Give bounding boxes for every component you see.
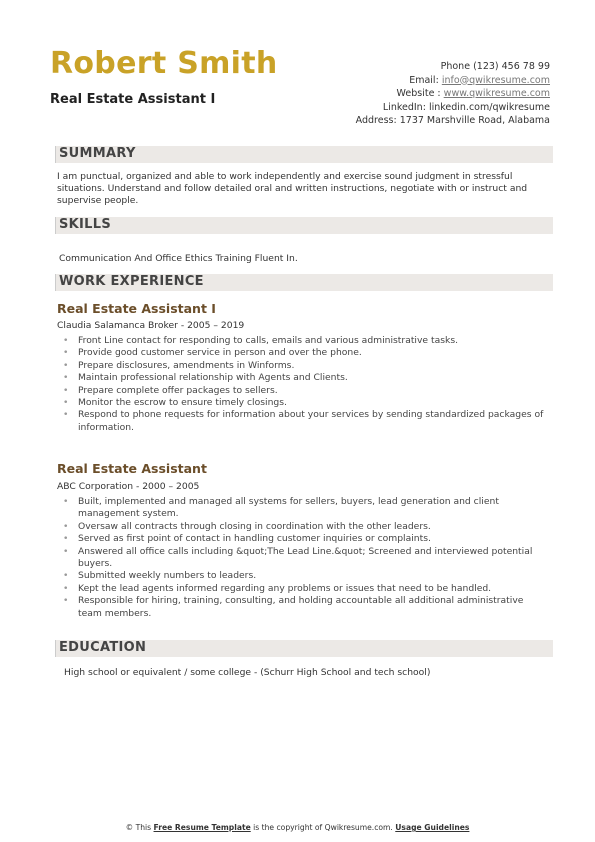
job-2-employer: ABC Corporation - 2000 – 2005 — [57, 481, 200, 492]
contact-linkedin-row — [356, 101, 550, 115]
footer — [0, 823, 595, 832]
job-2-title: Real Estate Assistant — [57, 461, 207, 476]
linkedin-label: LinkedIn: — [382, 101, 426, 113]
list-item: • Built, implemented and managed all systems for sellers, buyers, lead generation and client management system. — [63, 496, 499, 520]
skills-text: Communication And Office Ethics Training Fluent In. — [59, 253, 298, 264]
work-section-header — [55, 274, 553, 291]
list-item: • Answered all office calls including &quot;The Lead Line.&quot; Screened and interviewed potential buyers. — [63, 545, 533, 570]
summary-heading: SUMMARY — [59, 146, 136, 161]
website-label: Website : — [396, 88, 441, 99]
contact-email-row — [356, 74, 550, 88]
job-1-employer: Claudia Salamanca Broker - 2005 – 2019 — [57, 320, 245, 331]
email-label: Email: — [409, 74, 439, 86]
footer-prefix: © This — [125, 823, 152, 832]
list-item: • Submitted weekly numbers to leaders. — [63, 570, 257, 582]
list-item: • Served as first point of contact in handling customer inquiries or complaints. — [63, 533, 431, 545]
list-item: • Prepare disclosures, amendments in Winforms. — [63, 359, 295, 371]
education-heading: EDUCATION — [59, 640, 147, 655]
list-item: • Oversaw all contracts through closing in coordination with the other leaders. — [63, 520, 431, 532]
job-1-title: Real Estate Assistant I — [57, 301, 216, 316]
contact-block — [356, 60, 550, 128]
education-text: High school or equivalent / some college - (Schurr High School and tech school) — [64, 667, 431, 678]
website-link[interactable]: www.qwikresume.com — [443, 88, 550, 99]
linkedin-value: linkedin.com/qwikresume — [428, 101, 550, 113]
skills-heading: SKILLS — [59, 217, 112, 232]
free-resume-template-link[interactable]: Free Resume Template — [153, 823, 251, 832]
list-item: • Prepare complete offer packages to sellers. — [63, 384, 278, 396]
skills-section-header — [55, 217, 553, 234]
summary-text: I am punctual, organized and able to work independently and exercise sound judgment in stressful situations. Understand and follow detailed oral and written instructions, negotiate with or instruct and supervise people. — [57, 171, 528, 206]
footer-middle: is the copyright of Qwikresume.com. — [253, 823, 393, 832]
list-item: • Front Line contact for responding to calls, emails and various administrative tasks. — [63, 335, 459, 346]
contact-phone-row — [356, 60, 550, 74]
candidate-name: Robert Smith — [50, 46, 278, 81]
list-item: • Responsible for hiring, training, consulting, and holding accountable all additional administrative team members. — [63, 595, 524, 619]
list-item: • Monitor the escrow to ensure timely closings. — [63, 397, 287, 409]
job-1-bullets — [57, 335, 547, 434]
usage-guidelines-link[interactable]: Usage Guidelines — [395, 823, 470, 832]
list-item: • Maintain professional relationship with Agents and Clients. — [63, 372, 348, 384]
address-label: Address: — [355, 115, 397, 126]
contact-address-row — [356, 114, 550, 128]
phone-label: Phone — [440, 61, 471, 72]
contact-website-row — [356, 87, 550, 101]
list-item: • Kept the lead agents informed regarding any problems or issues that need to be handled. — [63, 582, 492, 594]
candidate-job-title: Real Estate Assistant I — [50, 92, 216, 107]
list-item: • Provide good customer service in person and over the phone. — [63, 347, 362, 359]
work-heading: WORK EXPERIENCE — [59, 274, 204, 289]
phone-value: (123) 456 78 99 — [473, 61, 550, 72]
summary-section-header — [55, 146, 553, 163]
education-section-header — [55, 640, 553, 657]
list-item: • Respond to phone requests for information about your services by sending standardized packages of information. — [63, 409, 544, 433]
job-2-bullets — [57, 496, 547, 620]
email-link[interactable]: info@qwikresume.com — [441, 74, 550, 86]
address-value: 1737 Marshville Road, Alabama — [399, 115, 550, 126]
